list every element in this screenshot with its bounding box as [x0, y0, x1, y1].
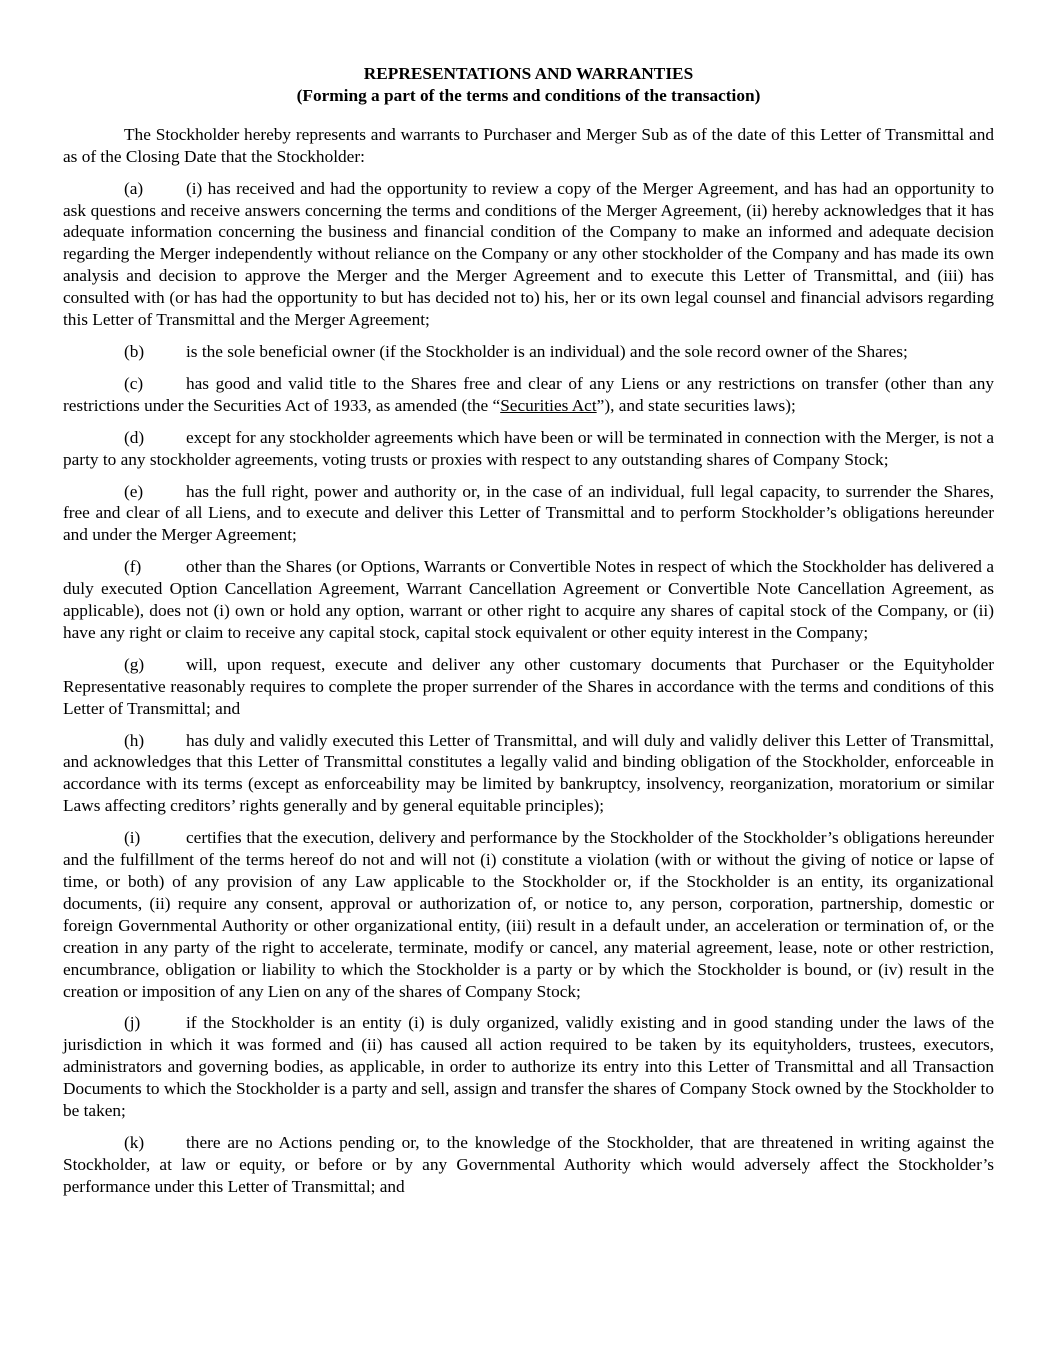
clause-label: (k) — [124, 1132, 145, 1152]
intro-paragraph: The Stockholder hereby represents and warrants to Purchaser and Merger Sub as of the date of this Letter of Transmittal and as of the Closing Date that the Stockholder: — [63, 124, 994, 166]
clause-label: (j) — [124, 1013, 141, 1033]
clause-label: (b) — [124, 341, 145, 361]
clause-label: (g) — [124, 654, 145, 674]
clause-j — [63, 1012, 994, 1122]
clause-text: certifies that the execution, delivery and performance by the Stockholder of the Stockholder’s obligations hereunder and the fulfillment of the terms hereof do not and will not (i) constitute a violation (with or without the giving of notice or lapse of time, or both) of any provision of any Law applicable to the Stockholder or, if the Stockholder is an entity, its organizational documents, (ii) require any consent, approval or authorization of, or notice to, any person, corporation, partnership, domestic or foreign Governmental Authority or other organizational entity, (iii) result in a default under, an acceleration or termination of, or the creation in any party of the right to accelerate, terminate, modify or cancel, any material agreement, lease, note or other restriction, encumbrance, obligation or liability to which the Stockholder is a party or by which the Stockholder is bound, or (iv) result in the creation or imposition of any Lien on any of the shares of Company Stock; — [63, 828, 994, 1001]
clause-d — [63, 427, 994, 471]
clause-label: (e) — [124, 481, 144, 501]
clause-text: is the sole beneficial owner (if the Stockholder is an individual) and the sole record owner of the Shares; — [186, 341, 908, 361]
clause-e — [63, 481, 994, 547]
clause-k — [63, 1132, 994, 1198]
clause-text-before: has good and valid title to the Shares free and clear of any Liens or any restrictions on transfer (other than any restrictions under the Securities Act of 1933, as amended (the “ — [63, 373, 994, 415]
clause-text: has duly and validly executed this Letter of Transmittal, and will duly and validly deliver this Letter of Transmittal, and acknowledges that this Letter of Transmittal constitutes a legally valid and binding obligation of the Stockholder, enforceable in accordance with its terms (except as enforceability may be limited by bankruptcy, insolvency, reorganization, moratorium or similar Laws affecting creditors’ rights generally and by general equitable principles); — [63, 730, 994, 816]
clause-i — [63, 827, 994, 1002]
document-title: REPRESENTATIONS AND WARRANTIES — [363, 64, 694, 83]
clause-label: (d) — [124, 427, 145, 447]
clause-label: (a) — [124, 178, 144, 198]
clause-text: (i) has received and had the opportunity to review a copy of the Merger Agreement, and has had an opportunity to ask questions and receive answers concerning the terms and conditions of the Merger Agreement, (ii) hereby acknowledges that it has adequate information concerning the business and financial condition of the Company to make an informed and adequate decision regarding the Merger independently without reliance on the Company or any other stockholder of the Company and has made its own analysis and decision to approve the Merger and the Merger Agreement and to execute this Letter of Transmittal, and (iii) has consulted with (or has had the opportunity to but has decided not to) his, her or its own legal counsel and financial advisors regarding this Letter of Transmittal and the Merger Agreement; — [63, 178, 994, 330]
clause-text: will, upon request, execute and deliver any other customary documents that Purchaser or the Equityholder Representative reasonably requires to complete the proper surrender of the Shares in accordance with the terms and conditions of this Letter of Transmittal; and — [63, 654, 994, 718]
clause-g — [63, 654, 994, 720]
clause-label: (f) — [124, 557, 142, 577]
clause-text: there are no Actions pending or, to the knowledge of the Stockholder, that are threatened in writing against the Stockholder, at law or equity, or before or by any Governmental Authority which would adversely affect the Stockholder’s performance under this Letter of Transmittal; and — [63, 1132, 994, 1196]
clause-text: other than the Shares (or Options, Warrants or Convertible Notes in respect of which the Stockholder has delivered a duly executed Option Cancellation Agreement, Warrant Cancellation Agreement or Convertible Note Cancellation Agreement, as applicable), does not (i) own or hold any option, warrant or other right to acquire any shares of capital stock of the Company, or (ii) have any right or claim to receive any capital stock, capital stock equivalent or other equity interest in the Company; — [63, 557, 994, 642]
clause-a — [63, 178, 994, 331]
clause-text: has the full right, power and authority or, in the case of an individual, full legal capacity, to surrender the Shares, free and clear of all Liens, and to execute and deliver this Letter of Transmittal and to perform Stockholder’s obligations hereunder and under the Merger Agreement; — [63, 481, 994, 545]
clause-label: (h) — [124, 730, 145, 750]
clause-b — [63, 341, 994, 363]
clause-f — [63, 556, 994, 644]
clause-text: if the Stockholder is an entity (i) is duly organized, validly existing and in good standing under the laws of the jurisdiction in which it was formed and (ii) has caused all action required to be taken by its equityholders, trustees, executors, administrators and governing bodies, as applicable, in order to authorize its entry into this Letter of Transmittal and all Transaction Documents to which the Stockholder is a party and sell, assign and transfer the shares of Company Stock owned by the Stockholder to be taken; — [63, 1013, 994, 1121]
clause-label: (c) — [124, 373, 144, 393]
document-heading — [63, 63, 994, 107]
clause-text: except for any stockholder agreements which have been or will be terminated in connection with the Merger, is not a party to any stockholder agreements, voting trusts or proxies with respect to any outstanding shares of Company Stock; — [63, 427, 994, 469]
defined-term-securities-act: Securities Act — [500, 395, 597, 415]
document-page — [63, 63, 994, 1198]
document-subtitle: (Forming a part of the terms and conditions of the transaction) — [296, 85, 761, 105]
clause-text-after: ”), and state securities laws); — [596, 395, 796, 415]
clause-h — [63, 730, 994, 818]
clause-c — [63, 373, 994, 417]
clause-label: (i) — [124, 828, 141, 848]
